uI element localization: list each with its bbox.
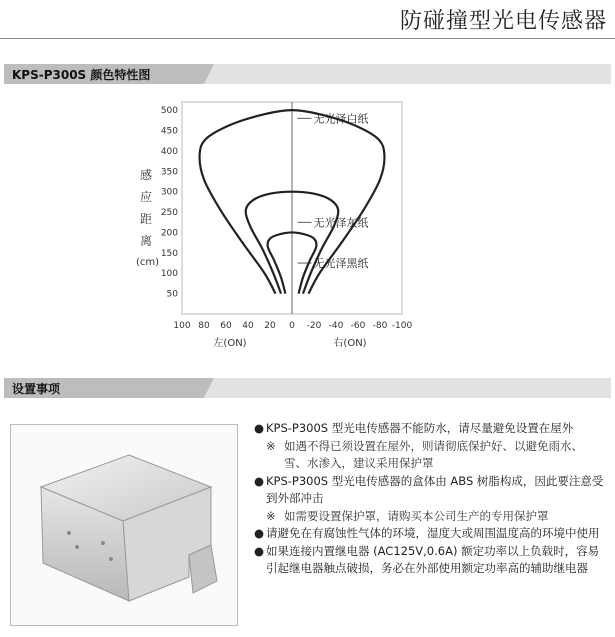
protective-cover-drawing [11,425,237,625]
installation-notes [254,420,604,578]
y-tick-label: 150 [160,248,178,259]
protective-cover-image [10,424,238,626]
y-tick-label: 100 [160,269,178,280]
x-tick-label: -60 [350,321,366,331]
note-item: ● 如果连接内置继电器 (AC125V,0.6A) 额定功率以上负载时，容易引起继电器触点破损，务必在外部使用额定功率高的辅助继电器 [254,543,600,575]
section-header-installation [4,378,611,398]
note-item: ● KPS-P300S 型光电传感器不能防水，请尽量避免设置在屋外 [254,421,574,435]
section-header-color-chart [4,64,611,84]
x-tick-label: 20 [264,321,276,331]
x-tick-label: -100 [391,321,413,331]
section-title: KPS-P300S 颜色特性图 [12,68,151,82]
x-tick-label: 60 [220,321,232,331]
x-tick-label: 0 [289,321,295,331]
x-right-label: 右(ON) [333,338,367,349]
y-tick-label: 200 [160,228,178,239]
y-axis-char: 应 [139,190,152,204]
series-annotation: 无光泽白纸 [313,112,369,126]
section-bar-tail [204,378,611,398]
y-axis-char: 距 [139,212,152,226]
x-tick-label: -20 [306,321,322,331]
section-bar-tail [204,64,611,84]
section-title: 设置事项 [12,382,61,396]
x-tick-label: 40 [242,321,254,331]
series-annotation: 无光泽灰纸 [313,216,369,230]
note-item: ● KPS-P300S 型光电传感器的盒体由 ABS 树脂构成，因此要注意受到外部冲击 [254,473,604,505]
y-tick-label: 250 [160,208,178,219]
y-tick-label: 300 [160,187,178,198]
x-tick-label: -40 [328,321,344,331]
y-tick-label: 400 [160,146,178,157]
x-tick-label: 100 [173,321,191,331]
y-axis-char: 感 [139,168,152,182]
note-item: ● 请避免在有腐蚀性气体的环境，湿度大或周围温度高的环境中使用 [254,526,600,540]
y-tick-label: 50 [166,289,178,300]
series-annotation: 无光泽黑纸 [313,257,369,271]
y-tick-label: 500 [160,106,178,117]
note-subitem: ※ 如需要设置保护罩，请购买本公司生产的专用保护罩 [266,508,549,523]
x-tick-label: 80 [198,321,210,331]
x-left-label: 左(ON) [213,338,247,349]
title-divider [0,38,615,39]
y-axis-char: 离 [139,234,152,248]
x-tick-label: -80 [372,321,388,331]
page-title: 防碰撞型光电传感器 [399,9,607,34]
chart-svg [128,96,428,360]
y-axis-unit: (cm) [136,257,160,268]
y-tick-label: 350 [160,167,178,178]
y-tick-label: 450 [160,126,178,137]
note-subitem: ※ 如遇不得已须设置在屋外，则请彻底保护好、以避免雨水、雪、水渗入，建议采用保护罩 [266,438,583,470]
color-characteristic-chart [128,96,428,360]
